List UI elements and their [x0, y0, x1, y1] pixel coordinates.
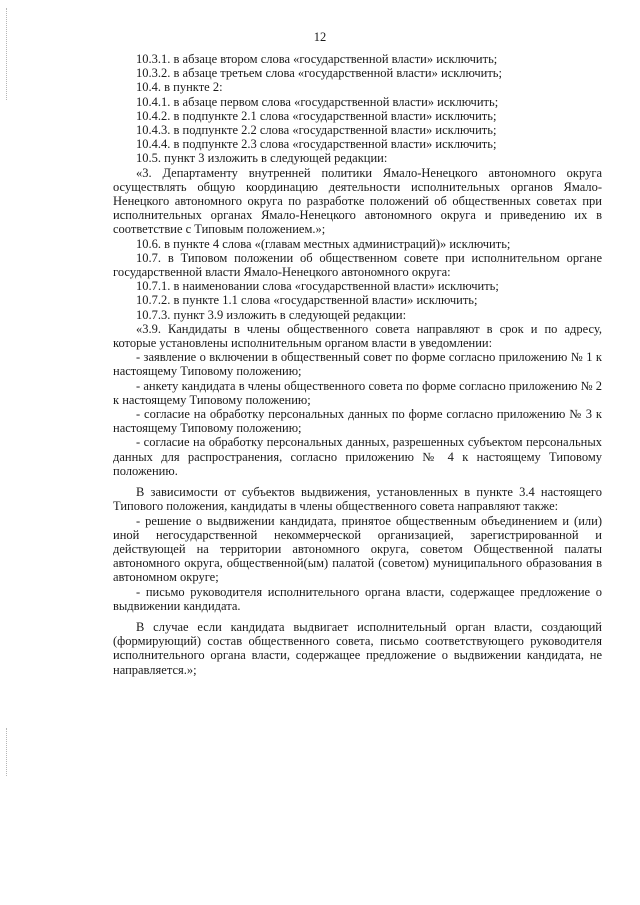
- list-item: - анкету кандидата в члены общественного совета по форме согласно приложению № 2 к настоящему Типовому положению;: [113, 378, 602, 407]
- paragraph: 10.4.2. в подпункте 2.1 слова «государственной власти» исключить;: [136, 108, 497, 123]
- paragraph: 10.6. в пункте 4 слова «(главам местных администраций)» исключить;: [136, 236, 511, 251]
- paragraph: В зависимости от субъектов выдвижения, установленных в пункте 3.4 настоящего Типового положения, кандидаты в члены общественного совета направляют также:: [113, 485, 602, 514]
- list-item: - согласие на обработку персональных данных, разрешенных субъектом персональных данных для распространения, согласно приложению № 4 к настоящему Типовому положению.: [113, 435, 602, 478]
- paragraph: 10.7.1. в наименовании слова «государственной власти» исключить;: [136, 279, 499, 294]
- list-item: - согласие на обработку персональных данных по форме согласно приложению № 3 к настоящему Типовому положению;: [113, 407, 602, 436]
- paragraph: 10.4.4. в подпункте 2.3 слова «государственной власти» исключить;: [136, 137, 497, 152]
- paragraph: «3.9. Кандидаты в члены общественного совета направляют в срок и по адресу, которые установлены исполнительным органом власти в уведомлении:: [113, 321, 602, 351]
- margin-dotted-line-middle: [6, 728, 8, 776]
- paragraph: 10.4.3. в подпункте 2.2 слова «государственной власти» исключить;: [136, 123, 497, 138]
- paragraph: 10.4.1. в абзаце первом слова «государственной власти» исключить;: [136, 94, 499, 109]
- paragraph: В случае если кандидата выдвигает исполнительный орган власти, создающий (формирующий) состав общественного совета, письмо соответствующего руководителя исполнительного органа власти, содержащее предложение о выдвижении кандидата, не направляется.»;: [113, 619, 602, 677]
- list-item: - заявление о включении в общественный совет по форме согласно приложению № 1 к настоящему Типовому положению;: [113, 350, 602, 379]
- paragraph: 10.4. в пункте 2:: [136, 80, 223, 95]
- paragraph: «3. Департаменту внутренней политики Ямало-Ненецкого автономного округа осуществлять общую координацию деятельности исполнительных органов Ямало-Ненецкого автономного округа по разработке положений об общественных советах при исполнительных органах Ямало-Ненецкого автономного округа и приведению их в соответствие с Типовым положением.»;: [113, 165, 602, 237]
- document-body: [113, 52, 602, 677]
- paragraph: 10.5. пункт 3 изложить в следующей редакции:: [136, 151, 388, 166]
- paragraph: 10.7.3. пункт 3.9 изложить в следующей редакции:: [136, 307, 407, 322]
- list-item: - решение о выдвижении кандидата, принятое общественным объединением и (или) иной негосударственной некоммерческой организацией, зарегистрированной и действующей на территории автономного округа, советом Общественной палаты автономного округа, общественной(ым) палатой (советом) муниципального образования в автономном округе;: [113, 513, 602, 585]
- paragraph: 10.3.1. в абзаце втором слова «государственной власти» исключить;: [136, 52, 498, 66]
- paragraph: 10.7. в Типовом положении об общественном совете при исполнительном органе государственной власти Ямало-Ненецкого автономного округа:: [113, 250, 602, 280]
- list-item: - письмо руководителя исполнительного органа власти, содержащее предложение о выдвижении кандидата.: [113, 584, 602, 613]
- paragraph: 10.7.2. в пункте 1.1 слова «государственной власти» исключить;: [136, 293, 478, 308]
- page-number: 12: [313, 30, 327, 44]
- paragraph: 10.3.2. в абзаце третьем слова «государственной власти» исключить;: [136, 66, 502, 81]
- margin-dotted-line-top: [6, 8, 8, 100]
